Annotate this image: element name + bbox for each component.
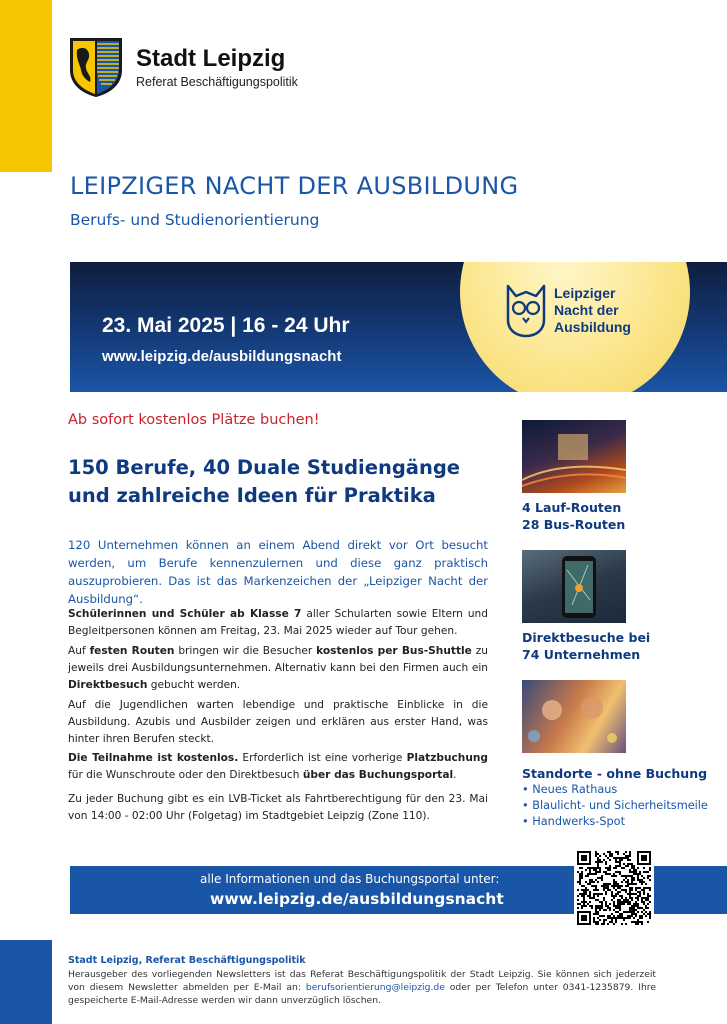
blue-corner-accent bbox=[0, 940, 52, 1024]
page-title: LEIPZIGER NACHT DER AUSBILDUNG bbox=[70, 172, 519, 200]
badge-line-1: Leipziger bbox=[554, 284, 616, 301]
info-bar-label: alle Informationen und das Buchungsportal unter: bbox=[200, 872, 500, 886]
badge-line-2: Nacht der bbox=[554, 301, 619, 318]
paragraph-insights: Auf die Jugendlichen warten lebendige und praktische Einblicke in die Ausbildung. Azubis und Ausbilder zeigen und erklären aus erster Hand, was hinter ihren Berufen steckt. bbox=[68, 699, 488, 745]
paragraph-ticket: Zu jeder Buchung gibt es ein LVB-Ticket als Fahrtberechtigung für den 23. Mai von 14:00 - 02:00 Uhr (Folgetag) im Stadtgebiet Leipzig (Zone 110). bbox=[68, 793, 488, 822]
locations-list bbox=[522, 782, 708, 830]
list-item: • Neues Rathaus bbox=[522, 783, 618, 796]
direct-visits-caption: Direktbesuche bei 74 Unternehmen bbox=[522, 630, 651, 662]
yellow-accent-bar bbox=[0, 0, 52, 172]
page-subtitle: Berufs- und Studienorientierung bbox=[70, 211, 320, 229]
paragraph-participation: Die Teilnahme ist kostenlos. Erforderlich ist eine vorherige Platzbuchung für die Wunschroute oder den Direktbesuch über das Buchungsportal. bbox=[68, 752, 488, 781]
event-date: 23. Mai 2025 | 16 - 24 Uhr bbox=[102, 314, 350, 337]
info-bar-url[interactable]: www.leipzig.de/ausbildungsnacht bbox=[210, 890, 504, 908]
booking-callout: Ab sofort kostenlos Plätze buchen! bbox=[68, 412, 320, 428]
list-item: • Blaulicht- und Sicherheitsmeile bbox=[522, 799, 708, 812]
org-unit: Referat Beschäftigungspolitik bbox=[136, 74, 298, 89]
locations-caption: Standorte - ohne Buchung bbox=[522, 766, 708, 781]
city-logo bbox=[68, 36, 298, 98]
footer-email-link[interactable]: berufsorientierung@leipzig.de bbox=[305, 982, 445, 993]
routes-caption: 4 Lauf-Routen 28 Bus-Routen bbox=[522, 500, 626, 532]
headline: 150 Berufe, 40 Duale Studiengänge und zahlreiche Ideen für Praktika bbox=[68, 456, 461, 507]
leipzig-lion-crest-icon bbox=[68, 36, 124, 98]
smartphone-map-photo bbox=[522, 550, 626, 623]
owl-icon bbox=[504, 282, 548, 338]
people-event-photo bbox=[522, 680, 626, 753]
list-item: • Handwerks-Spot bbox=[522, 815, 626, 828]
footer-heading: Stadt Leipzig, Referat Beschäftigungspolitik bbox=[68, 955, 306, 966]
event-badge bbox=[504, 282, 631, 338]
qr-code-icon[interactable] bbox=[574, 848, 654, 928]
intro-text: 120 Unternehmen können an einem Abend direkt vor Ort besucht werden, um Berufe kennenzulernen und diese ganz praktisch auszuprobieren. Das ist das Markenzeichen der „Leipziger Nacht der Ausbildung“. bbox=[68, 538, 488, 606]
paragraph-audience: Schülerinnen und Schüler ab Klasse 7 aller Schularten sowie Eltern und Begleitpersonen können am Freitag, 23. Mai 2025 wieder auf Tour gehen. bbox=[68, 608, 488, 637]
paragraph-routes: Auf festen Routen bringen wir die Besucher kostenlos per Bus-Shuttle zu jeweils drei Ausbildungsunternehmen. Alternativ kann bei den Firmen auch ein Direktbesuch gebucht werden. bbox=[68, 645, 488, 691]
badge-line-3: Ausbildung bbox=[554, 318, 631, 335]
city-night-photo bbox=[522, 420, 626, 493]
footer-text: Herausgeber des vorliegenden Newsletters ist das Referat Beschäftigungspolitik der Stadt Leipzig. Sie können sich jederzeit von diesem Newsletter abmelden per E-Mail an: berufsorientierung@leipzig.de oder per Telefon unter 0341-1235879. Ihre gespeicherte E-Mail-Adresse werden wir dann unverzüglich löschen. bbox=[68, 969, 656, 1006]
event-url[interactable]: www.leipzig.de/ausbildungsnacht bbox=[102, 348, 342, 365]
org-name: Stadt Leipzig bbox=[136, 44, 286, 72]
event-banner bbox=[70, 262, 727, 392]
